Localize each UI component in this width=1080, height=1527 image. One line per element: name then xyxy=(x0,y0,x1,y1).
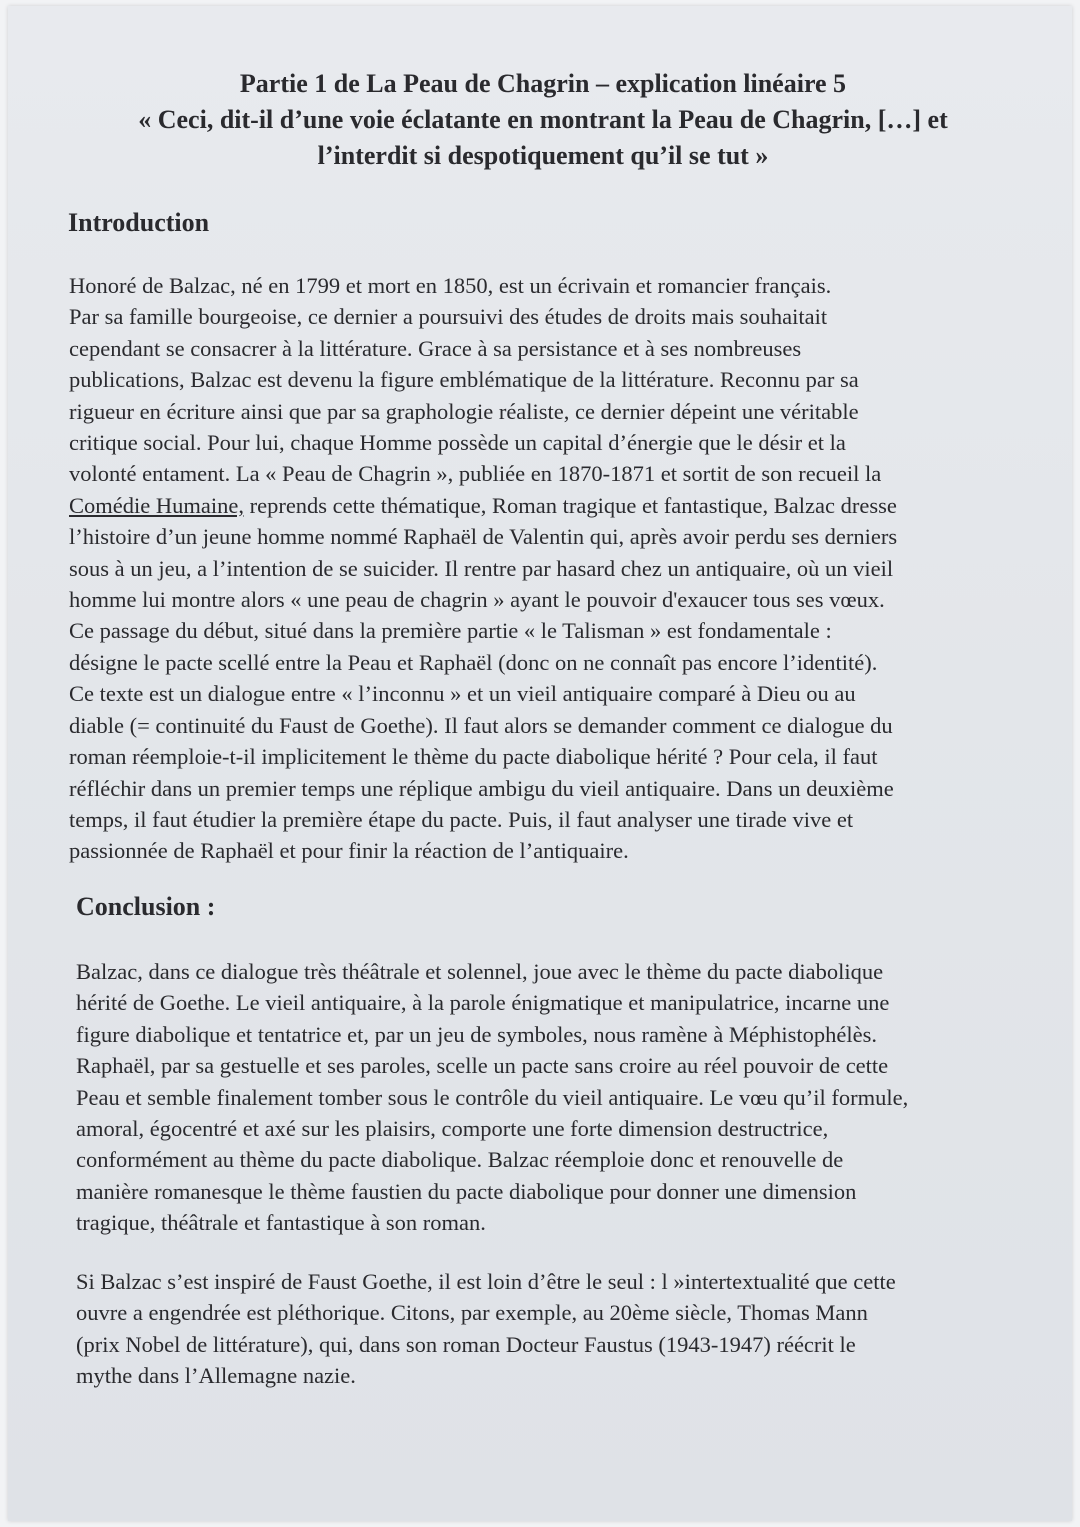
title-line-1: Partie 1 de La Peau de Chagrin – explication linéaire 5 xyxy=(239,69,847,98)
text-line: Raphaël, par sa gestuelle et ses paroles, scelle un pacte sans croire au réel pouvoir de cette xyxy=(76,1053,889,1079)
text-fragment: reprends cette thématique, Roman tragique et fantastique, Balzac dresse xyxy=(243,492,897,518)
text-line: passionnée de Raphaël et pour finir la réaction de l’antiquaire. xyxy=(69,838,629,864)
text-line: homme lui montre alors « une peau de chagrin » ayant le pouvoir d'exaucer tous ses vœux. xyxy=(69,587,885,613)
text-line: désigne le pacte scellé entre la Peau et Raphaël (donc on ne connaît pas encore l’identité). xyxy=(69,649,878,675)
text-line: manière romanesque le thème faustien du pacte diabolique pour donner une dimension xyxy=(76,1178,857,1204)
conclusion-heading: Conclusion : xyxy=(76,892,216,921)
text-line: publications, Balzac est devenu la figure emblématique de la littérature. Reconnu par sa xyxy=(69,367,859,393)
conclusion-paragraph xyxy=(76,956,1006,1239)
text-line: ouvre a engendrée est pléthorique. Citons, par exemple, au 20ème siècle, Thomas Mann xyxy=(76,1300,868,1326)
text-line: temps, il faut étudier la première étape du pacte. Puis, il faut analyser une tirade vive et xyxy=(69,806,854,832)
title-line-2: « Ceci, dit-il d’une voie éclatante en montrant la Peau de Chagrin, […] et xyxy=(138,105,948,134)
text-line: diable (= continuité du Faust de Goethe). Il faut alors se demander comment ce dialogue du xyxy=(69,712,893,738)
document-page xyxy=(8,6,1072,1521)
text-line: amoral, égocentré et axé sur les plaisirs, comporte une forte dimension destructrice, xyxy=(76,1116,829,1142)
text-line xyxy=(69,490,999,521)
introduction-heading: Introduction xyxy=(68,208,210,237)
document-title xyxy=(68,66,1018,174)
text-line: Honoré de Balzac, né en 1799 et mort en 1850, est un écrivain et romancier français. xyxy=(69,273,832,298)
text-line: roman réemploie-t-il implicitement le thème du pacte diabolique hérité ? Pour cela, il faut xyxy=(69,744,878,770)
text-line: critique social. Pour lui, chaque Homme possède un capital d’énergie que le désir et la xyxy=(69,430,846,456)
text-line: Peau et semble finalement tomber sous le contrôle du vieil antiquaire. Le vœu qu’il formule, xyxy=(76,1084,909,1110)
text-line: Si Balzac s’est inspiré de Faust Goethe, il est loin d’être le seul : l »intertextualité que cette xyxy=(76,1269,896,1294)
text-line: (prix Nobel de littérature), qui, dans son roman Docteur Faustus (1943-1947) réécrit le xyxy=(76,1331,856,1357)
text-line: tragique, théâtrale et fantastique à son roman. xyxy=(76,1210,486,1236)
closing-paragraph xyxy=(76,1266,1006,1392)
text-line: volonté entament. La « Peau de Chagrin », publiée en 1870-1871 et sortit de son recueil la xyxy=(69,461,882,487)
text-line: conformément au thème du pacte diabolique. Balzac réemploie donc et renouvelle de xyxy=(76,1147,844,1173)
text-line: cependant se consacrer à la littérature. Grace à sa persistance et à ses nombreuses xyxy=(69,335,802,361)
title-line-3: l’interdit si despotiquement qu’il se tut » xyxy=(317,141,769,170)
text-line: hérité de Goethe. Le vieil antiquaire, à la parole énigmatique et manipulatrice, incarne une xyxy=(76,990,890,1016)
text-line: réfléchir dans un premier temps une réplique ambigu du vieil antiquaire. Dans un deuxième xyxy=(69,775,894,801)
underlined-title: Comédie Humaine, xyxy=(69,492,244,518)
text-line: Par sa famille bourgeoise, ce dernier a poursuivi des études de droits mais souhaitait xyxy=(69,304,828,330)
introduction-paragraph xyxy=(69,270,999,867)
text-line: sous à un jeu, a l’intention de se suicider. Il rentre par hasard chez un antiquaire, où un vieil xyxy=(69,555,894,581)
text-line: l’histoire d’un jeune homme nommé Raphaël de Valentin qui, après avoir perdu ses derniers xyxy=(69,524,898,550)
text-line: Ce texte est un dialogue entre « l’inconnu » et un vieil antiquaire comparé à Dieu ou au xyxy=(69,681,856,707)
text-line: mythe dans l’Allemagne nazie. xyxy=(76,1363,356,1389)
text-line: Balzac, dans ce dialogue très théâtrale et solennel, joue avec le thème du pacte diabolique xyxy=(76,959,884,984)
text-line: figure diabolique et tentatrice et, par un jeu de symboles, nous ramène à Méphistophélès. xyxy=(76,1021,878,1047)
text-line: rigueur en écriture ainsi que par sa graphologie réaliste, ce dernier dépeint une véritable xyxy=(69,398,859,424)
text-line: Ce passage du début, situé dans la première partie « le Talisman » est fondamentale : xyxy=(69,618,832,644)
